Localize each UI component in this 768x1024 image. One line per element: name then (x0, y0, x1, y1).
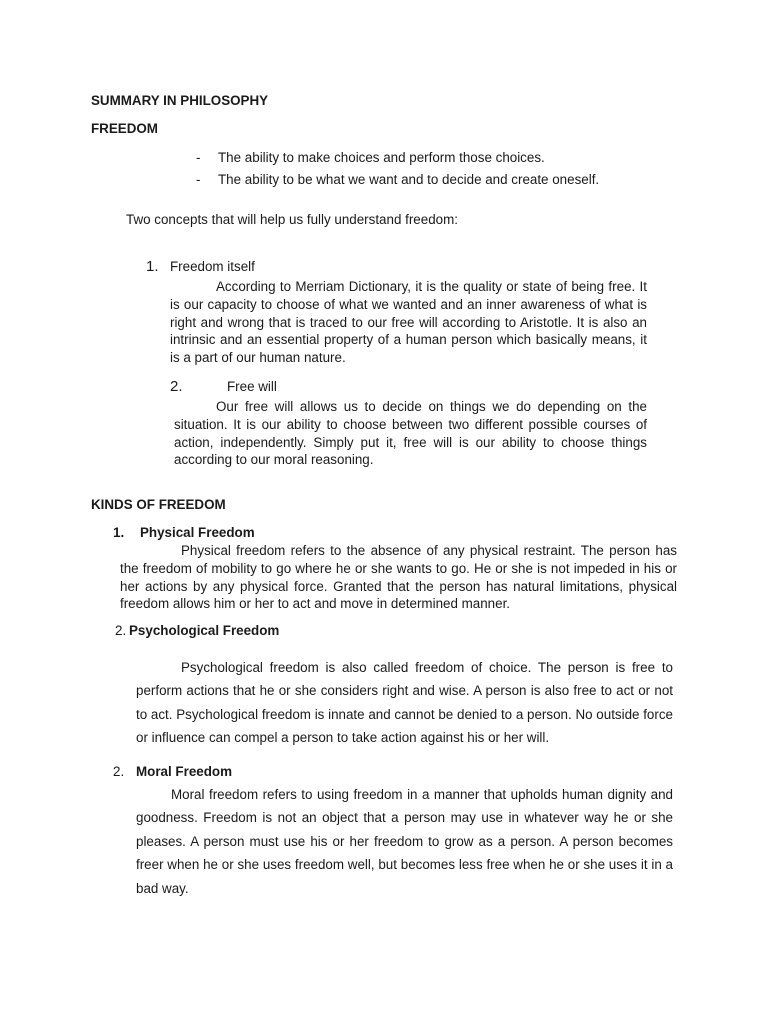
concept-number: 2. (170, 378, 183, 395)
kind-title: Moral Freedom (136, 764, 232, 779)
kind-body: Moral freedom refers to using freedom in a manner that upholds human dignity and goodness. Freedom is not an object that a person may use in whatever way he or she pleases. A person must use his or her freedom to grow as a person. A person becomes freer when he or she uses freedom well, but becomes less free when he or she uses it in a bad way. (136, 787, 673, 896)
concept-number: 1. (146, 258, 159, 275)
bullet-item (196, 172, 599, 187)
bullet-marker: - (196, 172, 201, 187)
kind-body: Physical freedom refers to the absence of any physical restraint. The person has the freedom of mobility to go where he or she wants to go. He or she is not impeded in his or her actions by any physical force. Granted that the person has natural limitations, physical freedom allows him or her to act and move in determined manner. (120, 543, 677, 612)
bullet-text: The ability to be what we want and to decide and create oneself. (218, 172, 600, 187)
kind-title: Physical Freedom (140, 525, 255, 540)
concept-title: Freedom itself (170, 259, 255, 274)
kind-number: 2. (115, 623, 127, 638)
bullet-item (196, 150, 545, 165)
document-title: SUMMARY IN PHILOSOPHY (91, 93, 269, 108)
kinds-heading: KINDS OF FREEDOM (91, 497, 226, 512)
concept-body: According to Merriam Dictionary, it is the quality or state of being free. It is our capacity to choose of what we wanted and an inner awareness of what is right and wrong that is traced to our free will according to Aristotle. It is also an intrinsic and an essential property of a human person which basically means, it is a part of our human nature. (170, 279, 647, 366)
kind-body: Psychological freedom is also called freedom of choice. The person is free to perform actions that he or she considers right and wise. A person is also free to act or not to act. Psychological freedom is innate and cannot be denied to a person. No outside force or influence can compel a person to take action against his or her will. (136, 660, 673, 746)
concept-title: Free will (227, 379, 277, 394)
concept-body: Our free will allows us to decide on things we do depending on the situation. It is our ability to choose between two different possible courses of action, independently. Simply put it, free will is our ability to choose things according to our moral reasoning. (174, 399, 647, 468)
concepts-intro: Two concepts that will help us fully understand freedom: (126, 212, 458, 227)
kind-number: 2. (113, 764, 125, 779)
bullet-marker: - (196, 150, 201, 165)
freedom-heading: FREEDOM (91, 121, 158, 136)
kind-title: Psychological Freedom (129, 623, 280, 638)
bullet-text: The ability to make choices and perform those choices. (218, 150, 545, 165)
kind-number: 1. (113, 525, 125, 540)
